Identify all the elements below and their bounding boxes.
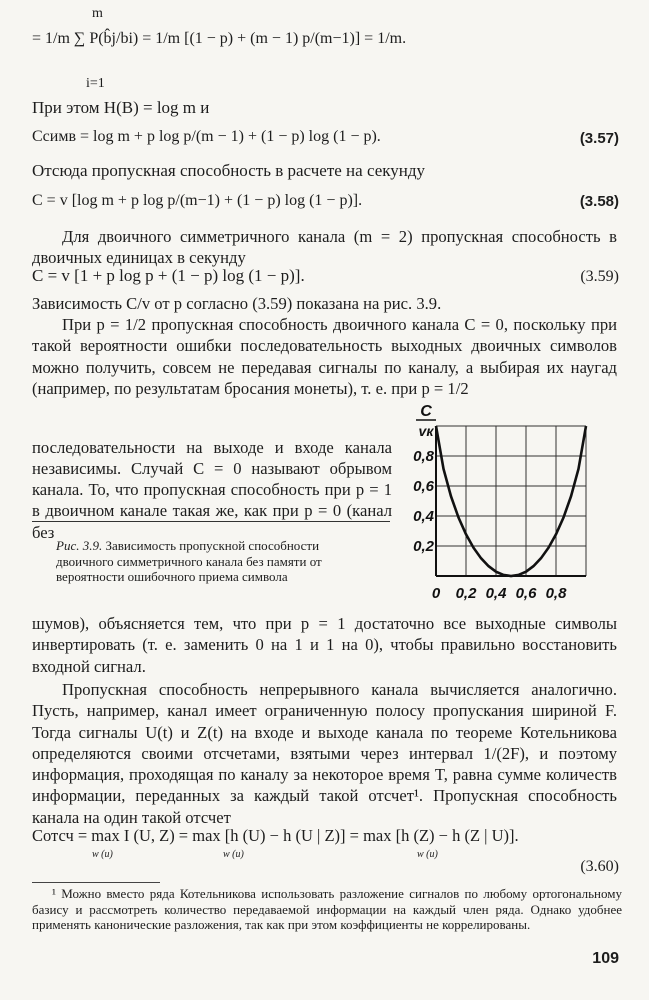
footnote-rule [32, 882, 160, 883]
paragraph-text: При p = 1/2 пропускная способность двоичного канала C = 0, поскольку при такой вероятности ошибки последовательность выходных двоичных символов можно получить, совсем не передавая сигналы по каналу, а выбирая их наугад (например, по результатам бросания монеты), т. е. при p = 1/2 [32, 315, 617, 398]
sum-lower-limit: i=1 [86, 76, 105, 91]
equation-number-3-60: (3.60) [580, 858, 619, 875]
equation-number-3-59: (3.59) [580, 268, 619, 285]
figure-caption [56, 538, 376, 585]
line-per-second: Отсюда пропускная способность в расчете на секунду [32, 161, 426, 180]
paragraph-text: Зависимость C/v от p согласно (3.59) показана на рис. 3.9. [32, 294, 442, 313]
x-tick-label: 0,8 [545, 585, 567, 602]
equation-number-3-58: (3.58) [579, 193, 619, 210]
line-entropy: При этом H(B) = log m и [32, 98, 210, 117]
chart-capacity-vs-error [408, 403, 598, 608]
equation-3-57: Cсимв = log m + p log p/(m − 1) + (1 − p) log (1 − p). [32, 128, 381, 145]
y-tick-label: 0,2 [413, 538, 434, 555]
y-axis-label-numerator: C [420, 403, 432, 420]
y-tick-label: 0,8 [413, 448, 434, 465]
footnote: ¹ Можно вместо ряда Котельникова использовать разложение сигналов по любому ортогональному базису и рассмотреть количество передаваемой информации на каждый член ряда. Однако удобнее применять канонические разложения, так как при этом коэффициенты не коррелированы. [32, 886, 622, 932]
paragraph-dependence [32, 293, 617, 314]
paragraph-text: Пропускная способность непрерывного канала вычисляется аналогично. Пусть, например, канал имеет ограниченную полосу пропускания шириной F. Тогда сигналы U(t) и Z(t) на входе и выходе канала по теореме Котельникова определяются своими отсчетами, взятыми через интервал 1/(2F), и поэтому информация, проходящая по каналу за некоторое время T, равна сумме количеств информации, переданных за каждый такой отсчет¹. Пропускная способность канала на один такой отсчет [32, 680, 617, 827]
x-tick-label: 0,6 [515, 585, 537, 602]
paragraph-text: шумов), объясняется тем, что при p = 1 достаточно все выходные символы инвертировать (т. е. заменить 0 на 1 и 1 на 0), чтобы правильно восстановить входной сигнал. [32, 614, 617, 676]
caption-rule [32, 521, 390, 522]
paragraph-text: Для двоичного симметричного канала (m = 2) пропускная способность в двоичных единицах в секунду [32, 227, 617, 268]
equation-number-3-57: (3.57) [579, 130, 619, 147]
equation-3-58: C = v [log m + p log p/(m−1) + (1 − p) log (1 − p)]. [32, 192, 363, 209]
paragraph-text: последовательности на выходе и входе канала независимы. Случай C = 0 называют обрывом канала. То, что пропускная способность при p = 1 в двоичном канале такая же, как при p = 0 (канал без [32, 437, 392, 542]
paragraph-continuation [32, 613, 617, 677]
caption-text: Зависимость пропускной способности двоичного симметричного канала без памяти от вероятности ошибочного приема символа [56, 538, 322, 584]
paragraph-binary-channel [32, 226, 617, 269]
equation-3-60-subscript-2: w (u) [223, 849, 244, 860]
equation-3-60-subscript-3: w (u) [417, 849, 438, 860]
y-tick-label: 0,4 [413, 508, 434, 525]
caption-label: Рис. 3.9. [56, 538, 103, 553]
y-tick-label: 0,6 [413, 478, 434, 495]
x-tick-label: 0,4 [485, 585, 507, 602]
equation-3-59: C = v [1 + p log p + (1 − p) log (1 − p)]. [32, 266, 305, 285]
equation-3-60-subscript-1: w (u) [92, 849, 113, 860]
x-tick-label: 0,2 [455, 585, 477, 602]
page-number: 109 [592, 950, 619, 967]
y-axis-label-denominator: vк [418, 423, 434, 439]
series-curve [436, 426, 586, 576]
x-tick-label: 0 [431, 585, 441, 602]
paragraph-continuous-channel [32, 679, 617, 828]
sum-upper-limit: m [92, 6, 103, 21]
paragraph-half-probability [32, 314, 617, 399]
equation-3-60: Cотсч = max I (U, Z) = max [h (U) − h (U | Z)] = max [h (Z) − h (Z | U)]. [32, 826, 519, 845]
equation-top: = 1/m ∑ P(b̂j/bi) = 1/m [(1 − p) + (m − 1) p/(m−1)] = 1/m. [32, 30, 407, 47]
